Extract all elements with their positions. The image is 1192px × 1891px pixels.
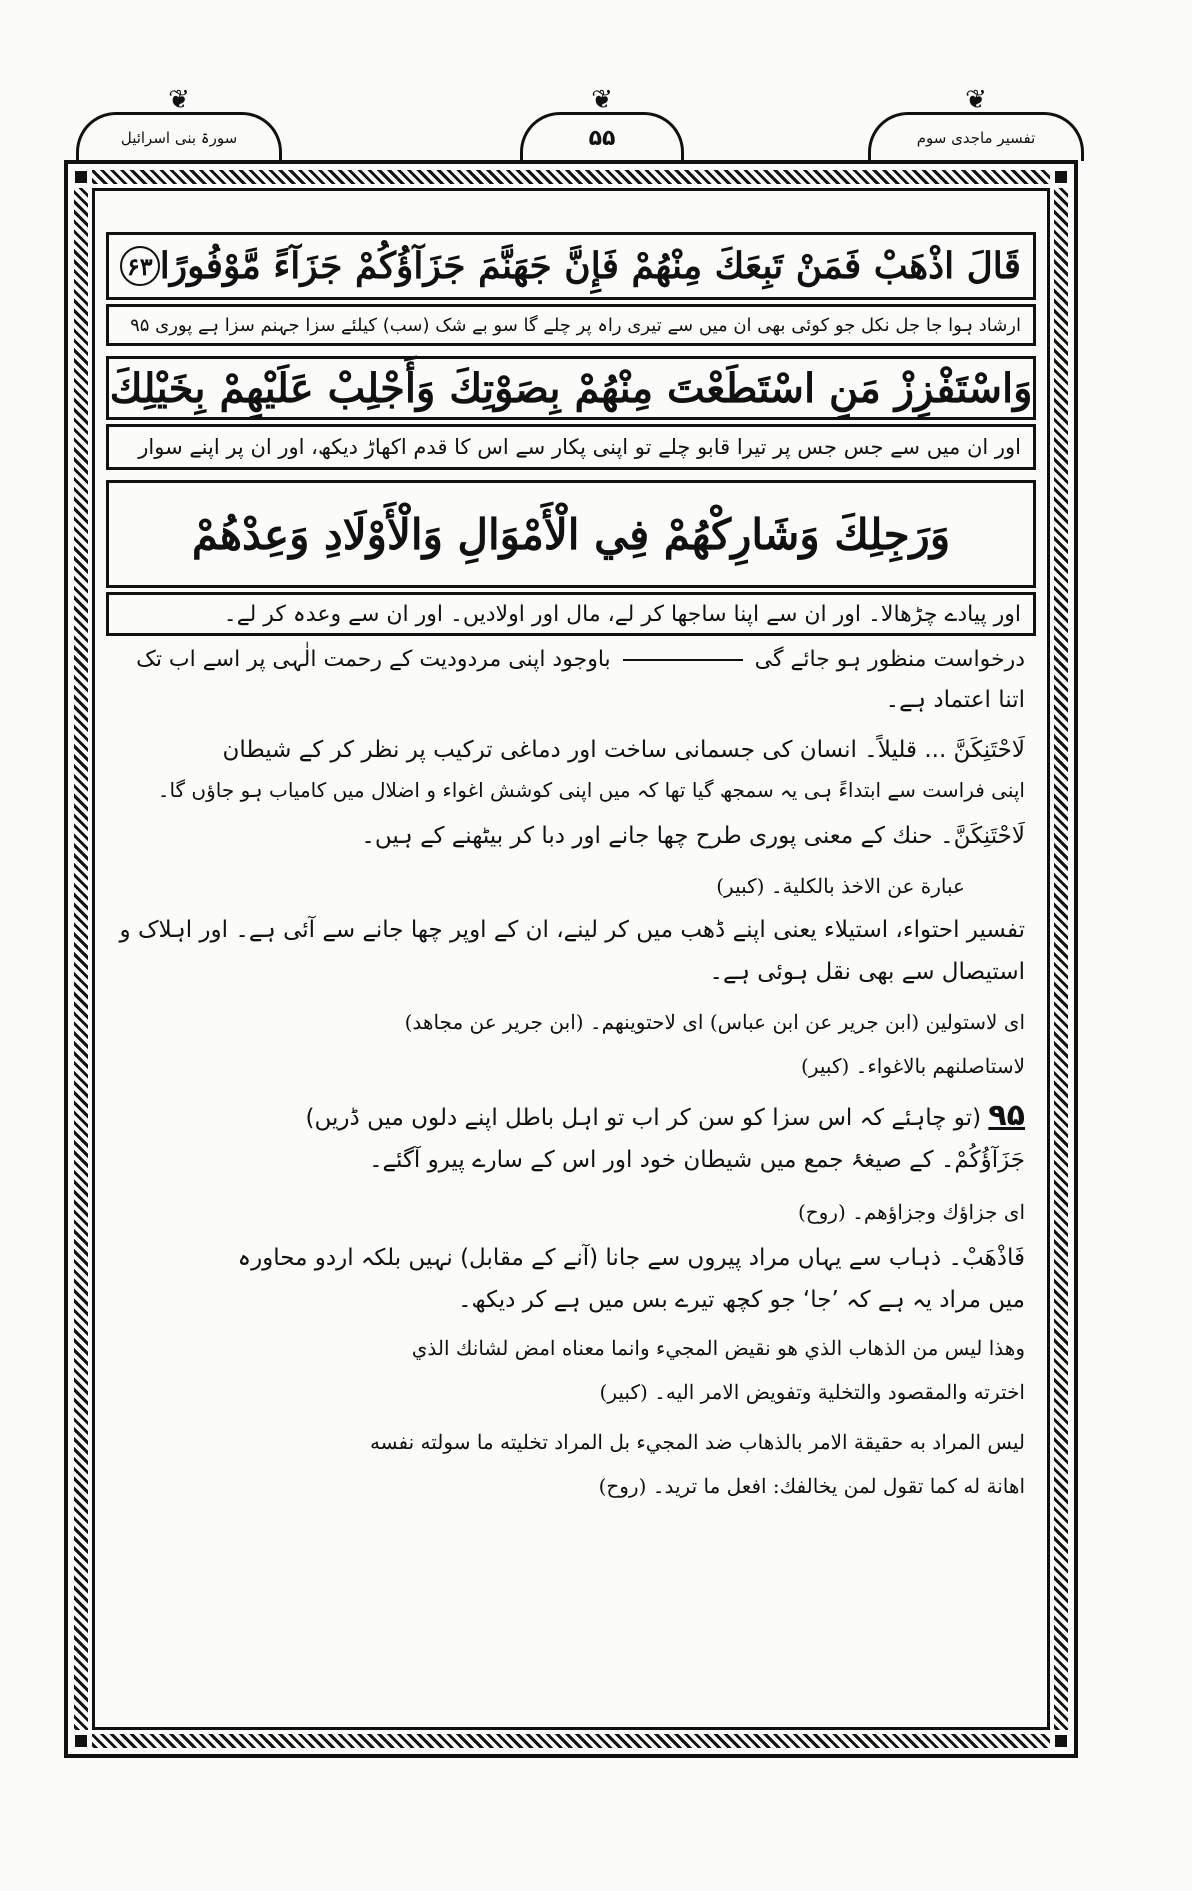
commentary-line: لَاحْتَنِكَنَّ۔ حنك کے معنی پوری طرح چھا جانے اور دبا کر بیٹھنے کے ہیں۔: [361, 823, 1025, 849]
note-line: [306, 1098, 1025, 1136]
commentary-line: استیصال سے بھی نقل ہوئی ہے۔: [709, 959, 1025, 985]
verse-3-text: وَرَجِلِكَ وَشَارِكْهُمْ فِي الْأَمْوَالِ وَالْأَوْلَادِ وَعِدْهُمْ: [191, 509, 951, 559]
commentary-line: [136, 642, 1025, 678]
verse-1-text: قَالَ اذْهَبْ فَمَنْ تَبِعَكَ مِنْهُمْ فَإِنَّ جَهَنَّمَ جَزَآؤُكُمْ جَزَآءً مَّوْفُورًا: [159, 245, 1021, 287]
commentary-fragment: باوجود اپنی مردودیت کے رحمت الٰہی پر اسے اب تک: [136, 647, 611, 672]
commentary-line: تفسیر احتواء، استیلاء یعنی اپنے ڈھب میں کر لینے، ان کے اوپر چھا جانے سے آئی ہے۔ اور اہلاک و: [119, 917, 1025, 943]
commentary-line: جَزَآؤُكُمْ۔ کے صیغۂ جمع میں شیطان خود اور اس کے سارے پیرو آگئے۔: [369, 1147, 1025, 1173]
book-title: ❦ تفسیر ماجدی سوم: [916, 129, 1036, 147]
verse-2-translation: [106, 424, 1036, 470]
footnote-number: ۹۵: [988, 1098, 1025, 1133]
verse-2-text: وَاسْتَفْزِزْ مَنِ اسْتَطَعْتَ مِنْهُمْ بِصَوْتِكَ وَأَجْلِبْ عَلَيْهِمْ بِخَيْلِكَ: [109, 364, 1033, 412]
verse-1-translation: [106, 304, 1036, 346]
arabic-quote: اخترته والمقصود والتخلية وتفويض الامر اليه۔ (كبير): [599, 1380, 1025, 1404]
verse-3-translation: [106, 592, 1036, 636]
arabic-quote: لاستاصلنهم بالاغواء۔ (كبير): [801, 1054, 1025, 1078]
verse-2-translation-text: اور ان میں سے جس جس پر تیرا قابو چلے تو اپنی پکار سے اس کا قدم اکھاڑ دیکھ، اور ان پر اپنے سوار: [138, 435, 1021, 459]
page-number-header: [520, 112, 684, 161]
verse-3-arabic: [106, 480, 1036, 588]
arabic-quote: ليس المراد به حقيقة الامر بالذهاب ضد المجيء بل المراد تخليته ما سولته نفسه: [369, 1430, 1025, 1454]
surah-name: ❦ سورۃ بنی اسرائیل: [120, 129, 238, 147]
corner-ornament-icon: [1050, 1730, 1072, 1752]
commentary-fragment: درخواست منظور ہو جائے گی: [754, 647, 1025, 672]
arabic-quote: وهذا ليس من الذهاب الذي هو نقيض المجيء وانما معناه امض لشانك الذي: [411, 1336, 1025, 1360]
arabic-quote: عبارة عن الاخذ بالكلية۔ (كبير): [716, 874, 965, 898]
page-number: ❦ ۵۵: [588, 125, 616, 151]
verse-2-arabic: [106, 356, 1036, 420]
verse-1-translation-text: ارشاد ہوا جا جل نکل جو کوئی بھی ان میں سے تیری راہ پر چلے گا سو بے شک (سب) کیلئے سزا جہنم سزا ہے پوری ۹۵: [130, 314, 1021, 336]
commentary-line: میں مراد یہ ہے کہ ’جا‘ جو کچھ تیرے بس میں ہے کر دیکھ۔: [458, 1287, 1025, 1313]
corner-ornament-icon: [70, 166, 92, 188]
commentary-line: اپنی فراست سے ابتداءً ہی یہ سمجھ گیا تھا کہ میں اپنی کوشش اغواء و اضلال میں کامیاب ہو جاؤں گا۔: [157, 778, 1025, 802]
commentary-line: فَاذْهَبْ۔ ذہاب سے یہاں مراد پیروں سے جانا (آنے کے مقابل) نہیں بلکہ اردو محاورہ: [237, 1245, 1025, 1271]
commentary-line: اتنا اعتماد ہے۔: [885, 687, 1025, 713]
verse-3-translation-text: اور پیادے چڑھالا۔ اور ان سے اپنا ساجھا کر لے، مال اور اولادیں۔ اور ان سے وعدہ کر لے۔: [223, 601, 1021, 627]
corner-ornament-icon: [1050, 166, 1072, 188]
ayah-number-badge: ۶۳: [120, 246, 160, 286]
surah-name-header: [76, 112, 282, 161]
commentary-fragment: (تو چاہئے کہ اس سزا کو سن کر اب تو اہل باطل اپنے دلوں میں ڈریں): [305, 1105, 982, 1131]
corner-ornament-icon: [70, 1730, 92, 1752]
arabic-quote: ای لاستولین (ابن جریر عن ابن عباس) ای لاحتوینهم۔ (ابن جریر عن مجاهد): [404, 1010, 1025, 1034]
verse-1-arabic: [106, 232, 1036, 300]
book-title-header: [868, 112, 1084, 161]
commentary-line: لَاحْتَنِكَنَّ ... قلیلاً۔ انسان کی جسمانی ساخت اور دماغی ترکیب پر نظر کر کے شیطان: [222, 737, 1025, 763]
blank-rule: [623, 659, 743, 661]
arabic-quote: ای جزاؤك وجزاؤهم۔ (روح): [797, 1200, 1025, 1224]
arabic-quote: اهانة له كما تقول لمن يخالفك: افعل ما تريد۔ (روح): [598, 1474, 1025, 1498]
